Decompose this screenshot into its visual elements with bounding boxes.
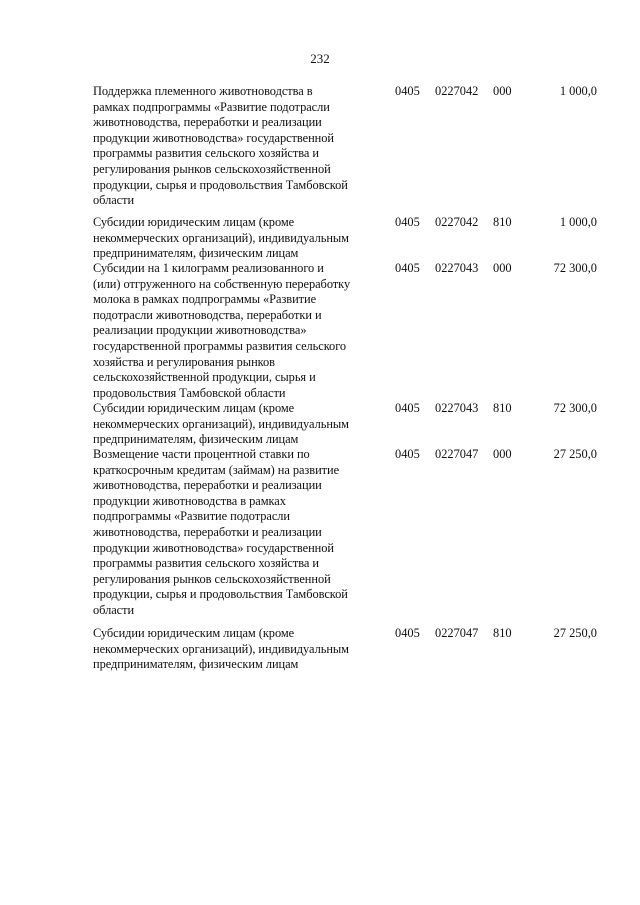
description-line: области	[93, 602, 135, 617]
description-line: области	[93, 193, 135, 208]
target-code: 0227042	[435, 215, 479, 229]
description-line: краткосрочным кредитам (займам) на развитие	[93, 462, 340, 477]
description-line: предпринимателям, физическим лицам	[93, 432, 299, 447]
target-code: 0227047	[435, 447, 479, 461]
table-row	[93, 626, 603, 674]
row-description	[93, 261, 383, 401]
description-line: Возмещение части процентной ставки по	[93, 447, 310, 461]
description-line: программы развития сельского хозяйства и	[93, 556, 319, 571]
row-description	[93, 626, 383, 673]
amount: 1 000,0	[559, 215, 597, 229]
description-line: продукции животноводства» государственной	[93, 130, 334, 145]
target-code: 0227047	[435, 626, 479, 640]
row-description	[93, 215, 383, 262]
description-line: продовольствия Тамбовской области	[93, 385, 286, 400]
amount: 27 250,0	[553, 447, 597, 461]
expense-type-code: 000	[493, 84, 512, 98]
section-code: 0405	[395, 401, 420, 415]
table-row	[93, 447, 603, 617]
expense-type-code: 810	[493, 401, 512, 415]
expense-type-code: 000	[493, 447, 512, 461]
row-description	[93, 84, 383, 209]
section-code: 0405	[395, 626, 420, 640]
target-code: 0227043	[435, 401, 479, 415]
description-line: молока в рамках подпрограммы «Развитие	[93, 292, 317, 307]
budget-table	[93, 84, 603, 683]
description-line: Поддержка племенного животноводства в	[93, 84, 313, 98]
description-line: животноводства, переработки и реализации	[93, 115, 322, 130]
page-number: 232	[310, 51, 330, 66]
amount: 1 000,0	[559, 84, 597, 98]
target-code: 0227043	[435, 261, 479, 275]
section-code: 0405	[395, 215, 420, 229]
amount: 27 250,0	[553, 626, 597, 640]
description-line: Субсидии юридическим лицам (кроме	[93, 626, 295, 640]
expense-type-code: 810	[493, 215, 512, 229]
row-description	[93, 401, 383, 448]
target-code: 0227042	[435, 84, 479, 98]
description-line: регулирования рынков сельскохозяйственной	[93, 161, 331, 176]
description-line: Субсидии юридическим лицам (кроме	[93, 215, 295, 229]
description-line: продукции, сырья и продовольствия Тамбовской	[93, 177, 348, 192]
description-line: Субсидии юридическим лицам (кроме	[93, 401, 295, 415]
section-code: 0405	[395, 84, 420, 98]
description-line: подпрограммы «Развитие подотрасли	[93, 509, 291, 524]
expense-type-code: 000	[493, 261, 512, 275]
description-line: предпринимателям, физическим лицам	[93, 246, 299, 261]
section-code: 0405	[395, 447, 420, 461]
section-code: 0405	[395, 261, 420, 275]
description-line: хозяйства и регулирования рынков	[93, 354, 275, 369]
description-line: продукции животноводства в рамках	[93, 493, 286, 508]
description-line: (или) отгруженного на собственную переработку	[93, 276, 351, 291]
description-line: государственной программы развития сельского	[93, 338, 347, 353]
description-line: Субсидии на 1 килограмм реализованного и	[93, 261, 324, 275]
table-row	[93, 401, 603, 447]
description-line: предпринимателям, физическим лицам	[93, 657, 299, 672]
table-row	[93, 215, 603, 261]
description-line: рамках подпрограммы «Развитие подотрасли	[93, 99, 330, 114]
description-line: продукции животноводства» государственной	[93, 540, 334, 555]
expense-type-code: 810	[493, 626, 512, 640]
description-line: реализации продукции животноводства»	[93, 323, 307, 338]
description-line: некоммерческих организаций), индивидуальным	[93, 416, 349, 431]
description-line: подотрасли животноводства, переработки и	[93, 307, 322, 322]
table-row	[93, 261, 603, 400]
description-line: некоммерческих организаций), индивидуальным	[93, 641, 349, 656]
description-line: некоммерческих организаций), индивидуальным	[93, 230, 349, 245]
amount: 72 300,0	[553, 261, 597, 275]
description-line: регулирования рынков сельскохозяйственной	[93, 571, 331, 586]
row-description	[93, 447, 383, 619]
description-line: животноводства, переработки и реализации	[93, 524, 322, 539]
description-line: программы развития сельского хозяйства и	[93, 146, 319, 161]
description-line: продукции, сырья и продовольствия Тамбовской	[93, 587, 348, 602]
amount: 72 300,0	[553, 401, 597, 415]
description-line: животноводства, переработки и реализации	[93, 478, 322, 493]
description-line: сельскохозяйственной продукции, сырья и	[93, 370, 316, 385]
table-row	[93, 84, 603, 206]
